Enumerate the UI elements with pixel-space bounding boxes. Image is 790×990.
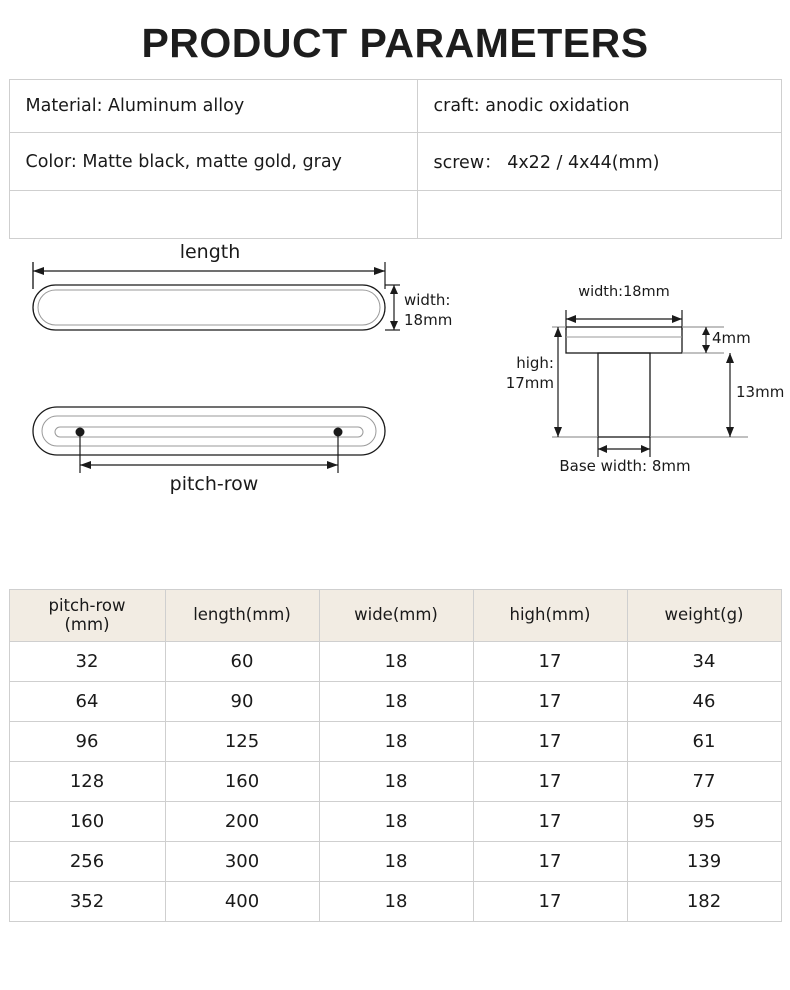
column-header-pitch-row [9, 590, 165, 642]
cell-high: 17 [473, 642, 627, 682]
length-label: length [179, 241, 241, 263]
table-row [9, 762, 781, 802]
cell-weight: 61 [627, 722, 781, 762]
cell-high: 17 [473, 722, 627, 762]
cell-weight: 139 [627, 842, 781, 882]
cell-length: 200 [165, 802, 319, 842]
table-row [9, 682, 781, 722]
cell-weight: 95 [627, 802, 781, 842]
spec-blank-left [9, 191, 417, 239]
pitch-row-label: pitch-row [169, 473, 259, 495]
side-view-high-label-line2: 17mm [505, 374, 554, 393]
cell-length: 125 [165, 722, 319, 762]
cell-wide: 18 [319, 882, 473, 922]
side-view-post-height-label: 13mm [736, 383, 785, 401]
cell-length: 60 [165, 642, 319, 682]
cell-high: 17 [473, 762, 627, 802]
cell-wide: 18 [319, 842, 473, 882]
cell-weight: 77 [627, 762, 781, 802]
cell-wide: 18 [319, 682, 473, 722]
side-view-high-label-line1: high: [516, 354, 554, 372]
spec-row [9, 133, 781, 191]
cell-pitch-row: 352 [9, 882, 165, 922]
page-title: PRODUCT PARAMETERS [141, 20, 649, 66]
column-header-pitch-row-line1: pitch-row [48, 595, 126, 615]
cell-high: 17 [473, 682, 627, 722]
cell-pitch-row: 64 [9, 682, 165, 722]
table-header-row [9, 590, 781, 642]
cell-wide: 18 [319, 642, 473, 682]
dimension-diagrams [0, 241, 790, 587]
cell-high: 17 [473, 802, 627, 842]
cell-pitch-row: 256 [9, 842, 165, 882]
spec-color: Color: Matte black, matte gold, gray [9, 133, 417, 191]
cell-pitch-row: 160 [9, 802, 165, 842]
cell-weight: 34 [627, 642, 781, 682]
spec-material: Material: Aluminum alloy [9, 80, 417, 133]
column-header-length: length(mm) [165, 590, 319, 642]
column-header-weight: weight(g) [627, 590, 781, 642]
spec-row-blank [9, 191, 781, 239]
cell-length: 90 [165, 682, 319, 722]
cell-high: 17 [473, 882, 627, 922]
column-header-wide: wide(mm) [319, 590, 473, 642]
cell-length: 300 [165, 842, 319, 882]
cell-pitch-row: 32 [9, 642, 165, 682]
side-view-top-thickness-label: 4mm [712, 329, 751, 347]
spec-blank-right [417, 191, 781, 239]
table-row [9, 722, 781, 762]
side-view-base-width-label: Base width: 8mm [559, 457, 691, 475]
cell-wide: 18 [319, 802, 473, 842]
cell-length: 400 [165, 882, 319, 922]
cell-wide: 18 [319, 722, 473, 762]
column-header-high: high(mm) [473, 590, 627, 642]
table-row [9, 882, 781, 922]
table-row [9, 842, 781, 882]
cell-weight: 46 [627, 682, 781, 722]
table-row [9, 642, 781, 682]
column-header-pitch-row-line2: (mm) [64, 614, 110, 634]
top-view-width-label-line2: 18mm [404, 311, 453, 330]
spec-table [9, 79, 782, 239]
cell-pitch-row: 96 [9, 722, 165, 762]
spec-craft: craft: anodic oxidation [417, 80, 781, 133]
cell-high: 17 [473, 842, 627, 882]
spec-screw: screw： 4x22 / 4x44(mm) [417, 133, 781, 191]
cell-length: 160 [165, 762, 319, 802]
cell-pitch-row: 128 [9, 762, 165, 802]
top-view-width-label-line1: width: [404, 291, 451, 309]
side-view-width-label: width:18mm [578, 284, 670, 300]
cell-weight: 182 [627, 882, 781, 922]
cell-wide: 18 [319, 762, 473, 802]
spec-row [9, 80, 781, 133]
specs-data-table [9, 589, 782, 922]
table-row [9, 802, 781, 842]
